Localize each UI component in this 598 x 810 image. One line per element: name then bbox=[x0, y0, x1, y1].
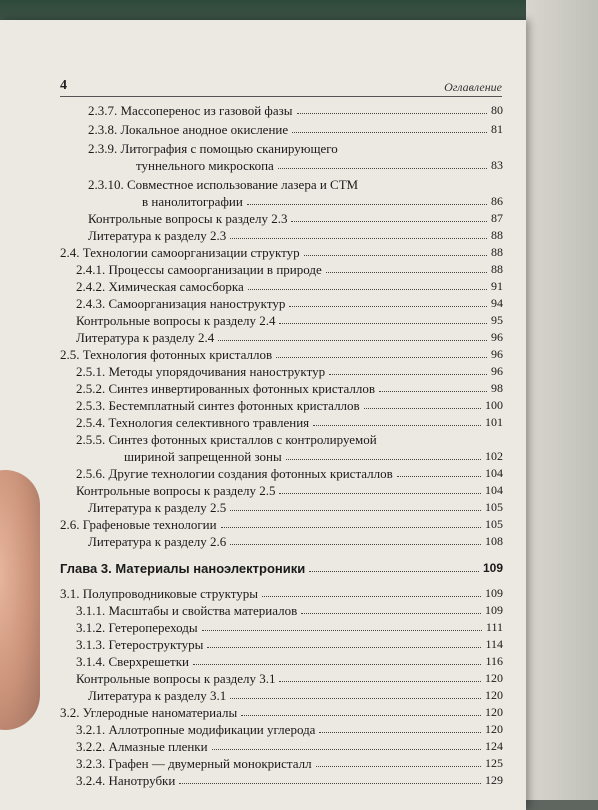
finger-thumb bbox=[0, 470, 40, 730]
dot-leader bbox=[278, 168, 487, 169]
toc-entry bbox=[76, 636, 503, 652]
toc-entry-label: 2.3.8. Локальное анодное окисление bbox=[88, 122, 289, 137]
toc-entry-continuation bbox=[136, 157, 503, 173]
toc-entry bbox=[88, 227, 503, 243]
dot-leader bbox=[316, 766, 481, 767]
toc-entry bbox=[76, 295, 503, 311]
toc-entry-label: 2.5.1. Методы упорядочивания наноструктур bbox=[76, 364, 326, 379]
dot-leader bbox=[221, 527, 481, 528]
toc-section bbox=[60, 516, 503, 532]
toc-entry-page: 96 bbox=[491, 364, 503, 378]
toc-entry-label: 3.2.1. Аллотропные модификации углерода bbox=[76, 722, 316, 737]
toc-entry-label: 3.1.2. Гетеропереходы bbox=[76, 620, 198, 635]
toc-entry bbox=[76, 619, 503, 635]
toc-entry bbox=[76, 380, 503, 396]
toc-section bbox=[60, 346, 503, 362]
toc-entry-page: 104 bbox=[485, 466, 503, 480]
toc-entry-label: 2.4.3. Самоорганизация наноструктур bbox=[76, 296, 286, 311]
toc-entry bbox=[76, 772, 503, 788]
toc-entry-page: 101 bbox=[485, 415, 503, 429]
toc-entry bbox=[88, 210, 503, 226]
toc-entry-label: Контрольные вопросы к разделу 2.4 bbox=[76, 313, 276, 328]
toc-entry bbox=[76, 738, 503, 754]
toc-entry-label: 3.1.3. Гетероструктуры bbox=[76, 637, 204, 652]
toc-entry-label: Литература к разделу 2.6 bbox=[88, 534, 227, 549]
toc-entry bbox=[76, 653, 503, 669]
toc-entry-label: Контрольные вопросы к разделу 2.5 bbox=[76, 483, 276, 498]
dot-leader bbox=[230, 698, 481, 699]
toc-entry-label: 3.1.1. Масштабы и свойства материалов bbox=[76, 603, 298, 618]
dot-leader bbox=[397, 476, 481, 477]
toc-entry bbox=[76, 397, 503, 413]
toc-entry-page: 105 bbox=[485, 500, 503, 514]
dot-leader bbox=[326, 272, 487, 273]
toc-entry-page: 88 bbox=[491, 262, 503, 276]
toc-entry-page: 83 bbox=[491, 158, 503, 172]
dot-leader bbox=[262, 596, 481, 597]
dot-leader bbox=[304, 255, 487, 256]
toc-entry bbox=[76, 670, 503, 686]
toc-entry-page: 87 bbox=[491, 211, 503, 225]
toc-entry-page: 88 bbox=[491, 228, 503, 242]
toc-entry-page: 102 bbox=[485, 449, 503, 463]
toc-entry-label: 3.2.2. Алмазные пленки bbox=[76, 739, 208, 754]
dot-leader bbox=[286, 459, 481, 460]
toc-entry-label: 3.1.4. Сверхрешетки bbox=[76, 654, 190, 669]
toc-entry-page: 100 bbox=[485, 398, 503, 412]
toc-entry-page: 129 bbox=[485, 773, 503, 787]
toc-entry bbox=[76, 278, 503, 294]
toc-entry-page: 98 bbox=[491, 381, 503, 395]
toc-entry-label: 3.2.3. Графен — двумерный монокристалл bbox=[76, 756, 312, 771]
toc-entry-page: 94 bbox=[491, 296, 503, 310]
dot-leader bbox=[279, 323, 487, 324]
toc-entry-label: 2.3.9. Литография с помощью сканирующего bbox=[88, 141, 338, 156]
book-edge bbox=[526, 0, 598, 800]
toc-entry bbox=[88, 533, 503, 549]
dot-leader bbox=[329, 374, 487, 375]
toc-entry-label: 2.5. Технология фотонных кристаллов bbox=[60, 347, 273, 362]
dot-leader bbox=[207, 647, 481, 648]
toc-entry-label: Литература к разделу 2.3 bbox=[88, 228, 227, 243]
dot-leader bbox=[291, 221, 487, 222]
dot-leader bbox=[241, 715, 481, 716]
toc-entry bbox=[76, 329, 503, 345]
toc-entry-continuation bbox=[142, 193, 503, 209]
toc-entry bbox=[76, 755, 503, 771]
toc-entry-page: 109 bbox=[485, 603, 503, 617]
dot-leader bbox=[179, 783, 481, 784]
toc-entry-label: Контрольные вопросы к разделу 2.3 bbox=[88, 211, 288, 226]
dot-leader bbox=[202, 630, 482, 631]
toc-entry-label: в нанолитографии bbox=[142, 194, 243, 209]
dot-leader bbox=[247, 204, 487, 205]
toc-entry-page: 111 bbox=[485, 620, 503, 634]
dot-leader bbox=[230, 238, 487, 239]
toc-entry-label: 2.5.2. Синтез инвертированных фотонных кристаллов bbox=[76, 381, 375, 396]
toc-entry-page: 96 bbox=[491, 347, 503, 361]
toc-entry-label: 3.1. Полупроводниковые структуры bbox=[60, 586, 258, 601]
toc-entry-page: 120 bbox=[485, 705, 503, 719]
dot-leader bbox=[218, 340, 487, 341]
toc-entry-page: 116 bbox=[485, 654, 503, 668]
toc-section bbox=[60, 585, 503, 601]
toc-entry bbox=[88, 499, 503, 515]
toc-entry-label: 2.6. Графеновые технологии bbox=[60, 517, 217, 532]
dot-leader bbox=[193, 664, 481, 665]
toc-entry bbox=[88, 176, 503, 192]
toc-entry-label: 2.4. Технологии самоорганизации структур bbox=[60, 245, 300, 260]
toc-entry-page: 125 bbox=[485, 756, 503, 770]
dot-leader bbox=[313, 425, 481, 426]
toc-entry-label: 2.3.7. Массоперенос из газовой фазы bbox=[88, 103, 293, 118]
toc-entry-page: 120 bbox=[485, 722, 503, 736]
toc-entry bbox=[76, 482, 503, 498]
toc-section bbox=[60, 244, 503, 260]
toc-entry bbox=[88, 140, 503, 156]
toc-entry bbox=[76, 312, 503, 328]
toc-entry bbox=[76, 261, 503, 277]
toc-entry-label: Глава 3. Материалы наноэлектроники bbox=[60, 561, 306, 576]
toc-entry bbox=[88, 102, 503, 118]
toc-entry-page: 120 bbox=[485, 671, 503, 685]
toc-entry bbox=[76, 363, 503, 379]
toc-entry-page: 120 bbox=[485, 688, 503, 702]
dot-leader bbox=[309, 571, 479, 572]
dot-leader bbox=[364, 408, 481, 409]
dot-leader bbox=[230, 544, 481, 545]
toc-entry-label: Контрольные вопросы к разделу 3.1 bbox=[76, 671, 276, 686]
dot-leader bbox=[301, 613, 481, 614]
toc-entry-page: 109 bbox=[485, 586, 503, 600]
toc-entry bbox=[76, 465, 503, 481]
toc-entry-page: 80 bbox=[491, 103, 503, 117]
dot-leader bbox=[230, 510, 481, 511]
toc-entry-label: Литература к разделу 2.4 bbox=[76, 330, 215, 345]
toc-entry-page: 86 bbox=[491, 194, 503, 208]
page-number: 4 bbox=[60, 78, 67, 93]
toc-entry-page: 114 bbox=[485, 637, 503, 651]
dot-leader bbox=[279, 681, 481, 682]
toc-entry-page: 124 bbox=[485, 739, 503, 753]
toc-entry-continuation bbox=[124, 448, 503, 464]
toc-entry-label: 2.5.4. Технология селективного травления bbox=[76, 415, 310, 430]
toc-entry-page: 96 bbox=[491, 330, 503, 344]
dot-leader bbox=[319, 732, 481, 733]
toc-entry bbox=[76, 721, 503, 737]
dot-leader bbox=[212, 749, 481, 750]
toc-entry-label: 2.5.5. Синтез фотонных кристаллов с контролируемой bbox=[76, 432, 377, 447]
dot-leader bbox=[289, 306, 487, 307]
toc-entry bbox=[76, 431, 503, 447]
toc-entry-page: 104 bbox=[485, 483, 503, 497]
toc-entry-page: 105 bbox=[485, 517, 503, 531]
toc-entry-page: 95 bbox=[491, 313, 503, 327]
dot-leader bbox=[297, 113, 488, 114]
toc-entry-label: 2.4.1. Процессы самоорганизации в природе bbox=[76, 262, 322, 277]
toc-entry-page: 81 bbox=[491, 122, 503, 136]
toc-entry-label: 2.5.3. Бестемплатный синтез фотонных кристаллов bbox=[76, 398, 360, 413]
toc-entry-label: 2.4.2. Химическая самосборка bbox=[76, 279, 244, 294]
toc-entry-label: 2.5.6. Другие технологии создания фотонных кристаллов bbox=[76, 466, 393, 481]
toc-entry-label: туннельного микроскопа bbox=[136, 158, 274, 173]
toc-entry-label: Литература к разделу 2.5 bbox=[88, 500, 227, 515]
toc-entry bbox=[88, 121, 503, 137]
toc-entry bbox=[88, 687, 503, 703]
toc-section bbox=[60, 704, 503, 720]
toc-entry-label: Литература к разделу 3.1 bbox=[88, 688, 227, 703]
toc-entry-page: 88 bbox=[491, 245, 503, 259]
dot-leader bbox=[379, 391, 487, 392]
toc-entry bbox=[76, 602, 503, 618]
dot-leader bbox=[276, 357, 487, 358]
toc-entry-label: 2.3.10. Совместное использование лазера и СТМ bbox=[88, 177, 359, 192]
dot-leader bbox=[279, 493, 481, 494]
toc-entry-label: шириной запрещенной зоны bbox=[124, 449, 282, 464]
toc-entry bbox=[76, 414, 503, 430]
toc-entry-label: 3.2.4. Нанотрубки bbox=[76, 773, 176, 788]
running-title: Оглавление bbox=[444, 80, 502, 94]
toc-entry-page: 109 bbox=[482, 561, 503, 575]
toc-chapter bbox=[60, 560, 503, 576]
toc-entry-page: 91 bbox=[491, 279, 503, 293]
dot-leader bbox=[248, 289, 487, 290]
toc-entry-label: 3.2. Углеродные наноматериалы bbox=[60, 705, 238, 720]
toc-entry-page: 108 bbox=[485, 534, 503, 548]
dot-leader bbox=[292, 132, 487, 133]
